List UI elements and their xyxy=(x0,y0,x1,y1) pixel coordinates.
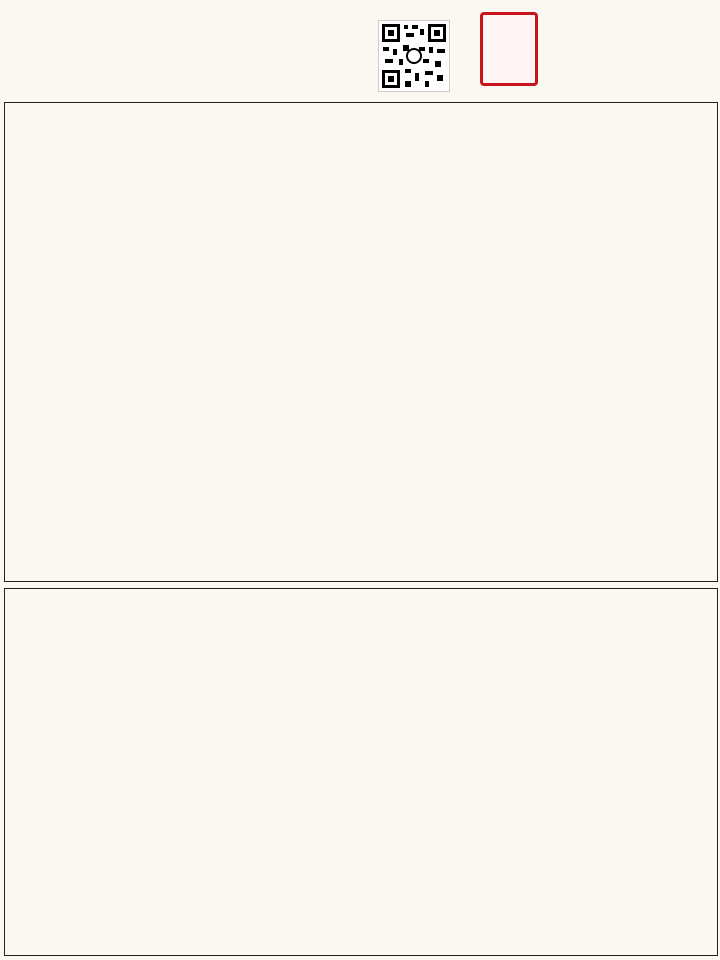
brand-seal xyxy=(480,12,538,86)
qr-code-icon xyxy=(378,20,450,92)
annual-grid xyxy=(4,588,718,956)
chart-grid xyxy=(4,102,718,582)
